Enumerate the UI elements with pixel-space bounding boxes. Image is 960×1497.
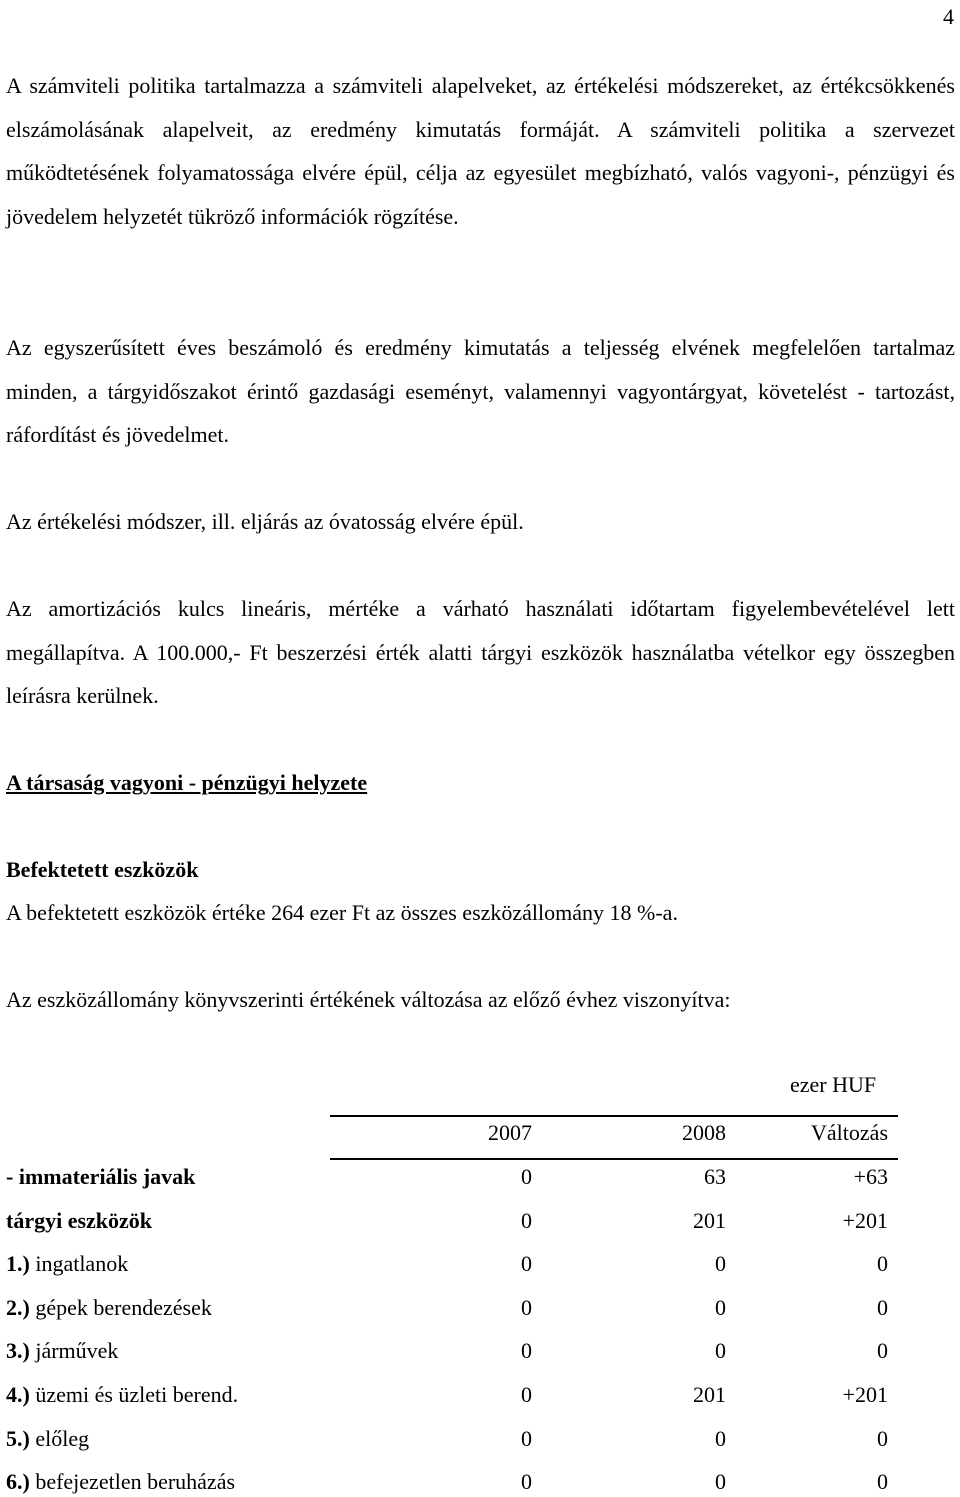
cell-change: 0 <box>877 1469 888 1495</box>
table-top-rule <box>330 1115 898 1117</box>
cell-2008: 63 <box>704 1164 726 1189</box>
cell-2008: 201 <box>693 1382 726 1407</box>
cell-2007: 0 <box>521 1382 532 1407</box>
table-row-label <box>6 1380 238 1410</box>
row-label-text: gépek berendezések <box>29 1294 212 1320</box>
row-number: 2.) <box>6 1294 30 1320</box>
cell-change: 0 <box>877 1251 888 1277</box>
paragraph-valuation-method: Az értékelési módszer, ill. eljárás az óvatosság elvére épül. <box>6 509 524 534</box>
row-number: 4.) <box>6 1382 30 1407</box>
table-header-rule <box>330 1158 898 1160</box>
cell-change: +201 <box>842 1382 888 1407</box>
cell-change: 0 <box>877 1425 888 1451</box>
cell-2008: 0 <box>715 1425 726 1451</box>
row-label-text: befejezetlen beruházás <box>29 1469 236 1495</box>
table-row-label <box>6 1467 235 1497</box>
cell-change: +201 <box>842 1207 888 1233</box>
paragraph-asset-change-intro: Az eszközállomány könyvszerinti értékének változása az előző évhez viszonyítva: <box>6 987 731 1012</box>
cell-2007: 0 <box>521 1164 532 1189</box>
paragraph-simplified-report: Az egyszerűsített éves beszámoló és eredmény kimutatás a teljesség elvének megfelelően tartalmaz minden, a tárgyidőszakot érintő gazdasági eseményt, valamennyi vagyontárgyat, követelést - tartozást, ráfordítást és jövedelmet. <box>6 335 955 447</box>
row-label-text: - immateriális javak <box>6 1164 196 1189</box>
row-number: 5.) <box>6 1425 30 1451</box>
cell-2008: 0 <box>715 1338 726 1364</box>
row-label-text: előleg <box>29 1425 90 1451</box>
paragraph-accounting-policy: A számviteli politika tartalmazza a számviteli alapelveket, az értékelési módszereket, az értékcsökkenés elszámolásának alapelveit, az eredmény kimutatás formáját. A számviteli politika a szervezet működtetésének folyamatossága elvére épül, célja az egyesület megbízható, valós vagyoni-, pénzügyi és jövedelem helyzetét tükröző információk rögzítése. <box>6 73 955 229</box>
column-header-change: Változás <box>811 1120 888 1145</box>
section-heading: A társaság vagyoni - pénzügyi helyzete <box>6 770 368 795</box>
column-header-2008: 2008 <box>682 1120 726 1145</box>
cell-2008: 0 <box>715 1469 726 1495</box>
row-label-text: ingatlanok <box>29 1251 129 1277</box>
table-row-label <box>6 1206 152 1236</box>
cell-2007: 0 <box>521 1294 532 1320</box>
row-label-text: tárgyi eszközök <box>6 1207 153 1233</box>
cell-change: +63 <box>853 1164 888 1189</box>
table-row-label <box>6 1336 118 1366</box>
subheading-fixed-assets: Befektetett eszközök <box>6 857 199 882</box>
column-header-2007: 2007 <box>488 1120 532 1145</box>
table-row-label <box>6 1293 212 1323</box>
cell-change: 0 <box>877 1338 888 1364</box>
row-label-text: üzemi és üzleti berend. <box>29 1382 239 1407</box>
cell-2007: 0 <box>521 1469 532 1495</box>
row-number: 1.) <box>6 1251 30 1277</box>
row-label-text: járművek <box>29 1338 119 1364</box>
page-number: 4 <box>943 4 954 29</box>
cell-2008: 0 <box>715 1251 726 1277</box>
table-row-label <box>6 1249 128 1279</box>
table-row-label <box>6 1162 195 1192</box>
paragraph-amortization: Az amortizációs kulcs lineáris, mértéke a várható használati időtartam figyelembevételével lett megállapítva. A 100.000,- Ft beszerzési érték alatti tárgyi eszközök használatba vételkor egy összegben leírásra kerülnek. <box>6 596 955 708</box>
row-number: 6.) <box>6 1469 30 1495</box>
paragraph-fixed-assets-value: A befektetett eszközök értéke 264 ezer Ft az összes eszközállomány 18 %-a. <box>6 900 678 925</box>
cell-2008: 0 <box>715 1294 726 1320</box>
table-unit: ezer HUF <box>790 1072 877 1097</box>
cell-change: 0 <box>877 1294 888 1320</box>
row-number: 3.) <box>6 1338 30 1364</box>
table-row-label <box>6 1424 89 1454</box>
cell-2008: 201 <box>693 1207 726 1233</box>
cell-2007: 0 <box>521 1207 532 1233</box>
cell-2007: 0 <box>521 1338 532 1364</box>
cell-2007: 0 <box>521 1425 532 1451</box>
cell-2007: 0 <box>521 1251 532 1277</box>
